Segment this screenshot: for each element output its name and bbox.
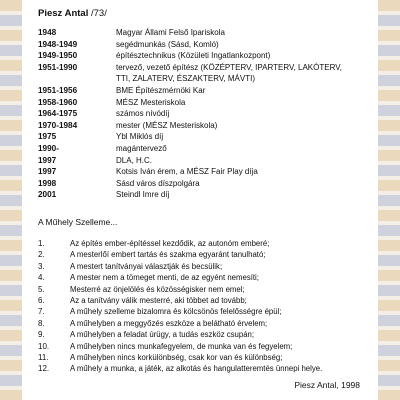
bio-year: 1958-1960 xyxy=(38,97,78,107)
creed-text: A műhely a munka, a játék, az alkotás és hangulatteremtés ünnepi helye. xyxy=(70,364,323,374)
bio-text: Sásd város díszpolgára xyxy=(116,178,200,188)
creed-item xyxy=(38,295,376,306)
bio-year xyxy=(38,73,116,85)
creed-number: 5. xyxy=(38,284,45,294)
creed-item xyxy=(38,238,376,249)
bio-text: építésztechnikus (Közületi Ingatlankozpont) xyxy=(116,51,271,61)
creed-text: A műhelyben nincs korkülönbség, csak kor van és különbség; xyxy=(70,352,283,362)
signature: Piesz Antal, 1998 xyxy=(294,380,360,390)
creed-item xyxy=(38,261,376,272)
creed-text: A műhelyben a meggyőzés eszköze a belátható érvelem; xyxy=(70,318,268,328)
bio-year: 1970-1984 xyxy=(38,120,78,130)
bio-row xyxy=(38,50,374,62)
bio-row xyxy=(38,108,374,120)
bio-text: számos nívódíj xyxy=(116,109,170,119)
bio-year: 1990- xyxy=(38,143,59,153)
creed-item xyxy=(38,318,376,329)
bio-text: magántervező xyxy=(116,143,167,153)
bio-row xyxy=(38,97,374,109)
creed-text: Mesterré az önjelölés és közösségisker nem emel; xyxy=(70,284,245,294)
creed-number: 10. xyxy=(38,341,50,351)
creed-item xyxy=(38,272,376,283)
creed-item xyxy=(38,363,376,374)
creed-number: 11. xyxy=(38,352,49,362)
creed-text: A mestert tanítványai választják és becsülik; xyxy=(70,261,223,271)
creed-item xyxy=(38,284,376,295)
bio-year: 1948 xyxy=(38,28,57,37)
section-title: A Műhely Szelleme... xyxy=(38,217,118,227)
page-header xyxy=(38,8,107,19)
creed-item xyxy=(38,329,376,340)
bio-row xyxy=(38,178,374,190)
bio-row xyxy=(38,27,374,39)
bio-year: 2001 xyxy=(38,190,57,200)
creed-number: 2. xyxy=(38,250,45,260)
bio-year: 1951-1956 xyxy=(38,85,78,95)
bio-row xyxy=(38,62,374,74)
bio-text: MÉSZ Mesteriskola xyxy=(116,97,186,107)
creed-number: 9. xyxy=(38,330,45,340)
bio-year: 1949-1950 xyxy=(38,51,78,61)
creed-item xyxy=(38,306,376,317)
bio-year: 1975 xyxy=(38,132,57,142)
bio-row xyxy=(38,73,374,85)
document-page xyxy=(22,0,378,400)
creed-item xyxy=(38,341,376,352)
creed-text: A műhely szelleme bizalomra és kölcsönös felelősségre épül; xyxy=(70,307,282,317)
creed-number: 8. xyxy=(38,318,45,328)
bio-row xyxy=(38,143,374,155)
creed-text: Az építés ember-építéssel kezdődik, az autonóm emberé; xyxy=(70,239,270,248)
bio-text: mester (MÉSZ Mesteriskola) xyxy=(116,120,218,130)
bio-year: 1951-1990 xyxy=(38,62,78,72)
bio-text: Magyar Állami Felső Ipariskola xyxy=(116,28,225,37)
creed-number: 6. xyxy=(38,295,45,305)
bio-row xyxy=(38,39,374,51)
creed-text: A mesterlőí embert tartás és szakma egyaránt tanulható; xyxy=(70,250,266,260)
author-name: Piesz Antal xyxy=(38,8,89,19)
bio-row xyxy=(38,131,374,143)
bio-year: 1964-1975 xyxy=(38,109,78,119)
bio-year: 1948-1949 xyxy=(38,39,78,49)
creed-text: A műhelyben a feladat úrügy, a tudás eszköz csupán; xyxy=(70,330,255,340)
bio-row xyxy=(38,85,374,97)
creed-text: Az a tanítvány válik mesterré, aki többet ad tovább; xyxy=(70,295,247,305)
bio-year: 1997 xyxy=(38,155,57,165)
bio-row xyxy=(38,155,374,167)
bio-year: 1997 xyxy=(38,167,57,177)
bio-text: BME Építészmérnöki Kar xyxy=(116,85,206,95)
bio-text: tervező, vezető építész (KÖZÉPTERV, IPARTERV, LAKÓTERV, xyxy=(116,62,343,72)
page-number: /73/ xyxy=(90,8,107,19)
bio-text: DLA, H.C. xyxy=(116,155,153,165)
creed-item xyxy=(38,249,376,260)
bio-text: Kotsis Iván érem, a MÉSZ Fair Play díja xyxy=(116,167,258,177)
creed-number: 3. xyxy=(38,261,45,271)
bio-row xyxy=(38,120,374,132)
creed-number: 4. xyxy=(38,273,45,283)
bio-row xyxy=(38,189,374,201)
creed-text: A műhelyben nincs munkafegyelem, de munka van és fegyelem; xyxy=(70,341,293,351)
bio-text: Ybl Miklós díj xyxy=(116,132,164,142)
bio-year: 1998 xyxy=(38,178,57,188)
bio-text: TTI, ZALATERV, ÉSZAKTERV, MÁVTI) xyxy=(116,74,255,84)
creed-text: A mester nem a tömeget menti, de az egyént nemesíti; xyxy=(70,273,259,283)
biography-list xyxy=(38,27,374,201)
creed-number: 12. xyxy=(38,364,50,374)
creed-item xyxy=(38,352,376,363)
creed-number: 1. xyxy=(38,239,45,248)
bio-text: Steindl Imre díj xyxy=(116,190,170,200)
bio-text: segédmunkás (Sásd, Komló) xyxy=(116,39,219,49)
bio-row xyxy=(38,166,374,178)
creed-list xyxy=(38,238,376,375)
creed-number: 7. xyxy=(38,307,45,317)
